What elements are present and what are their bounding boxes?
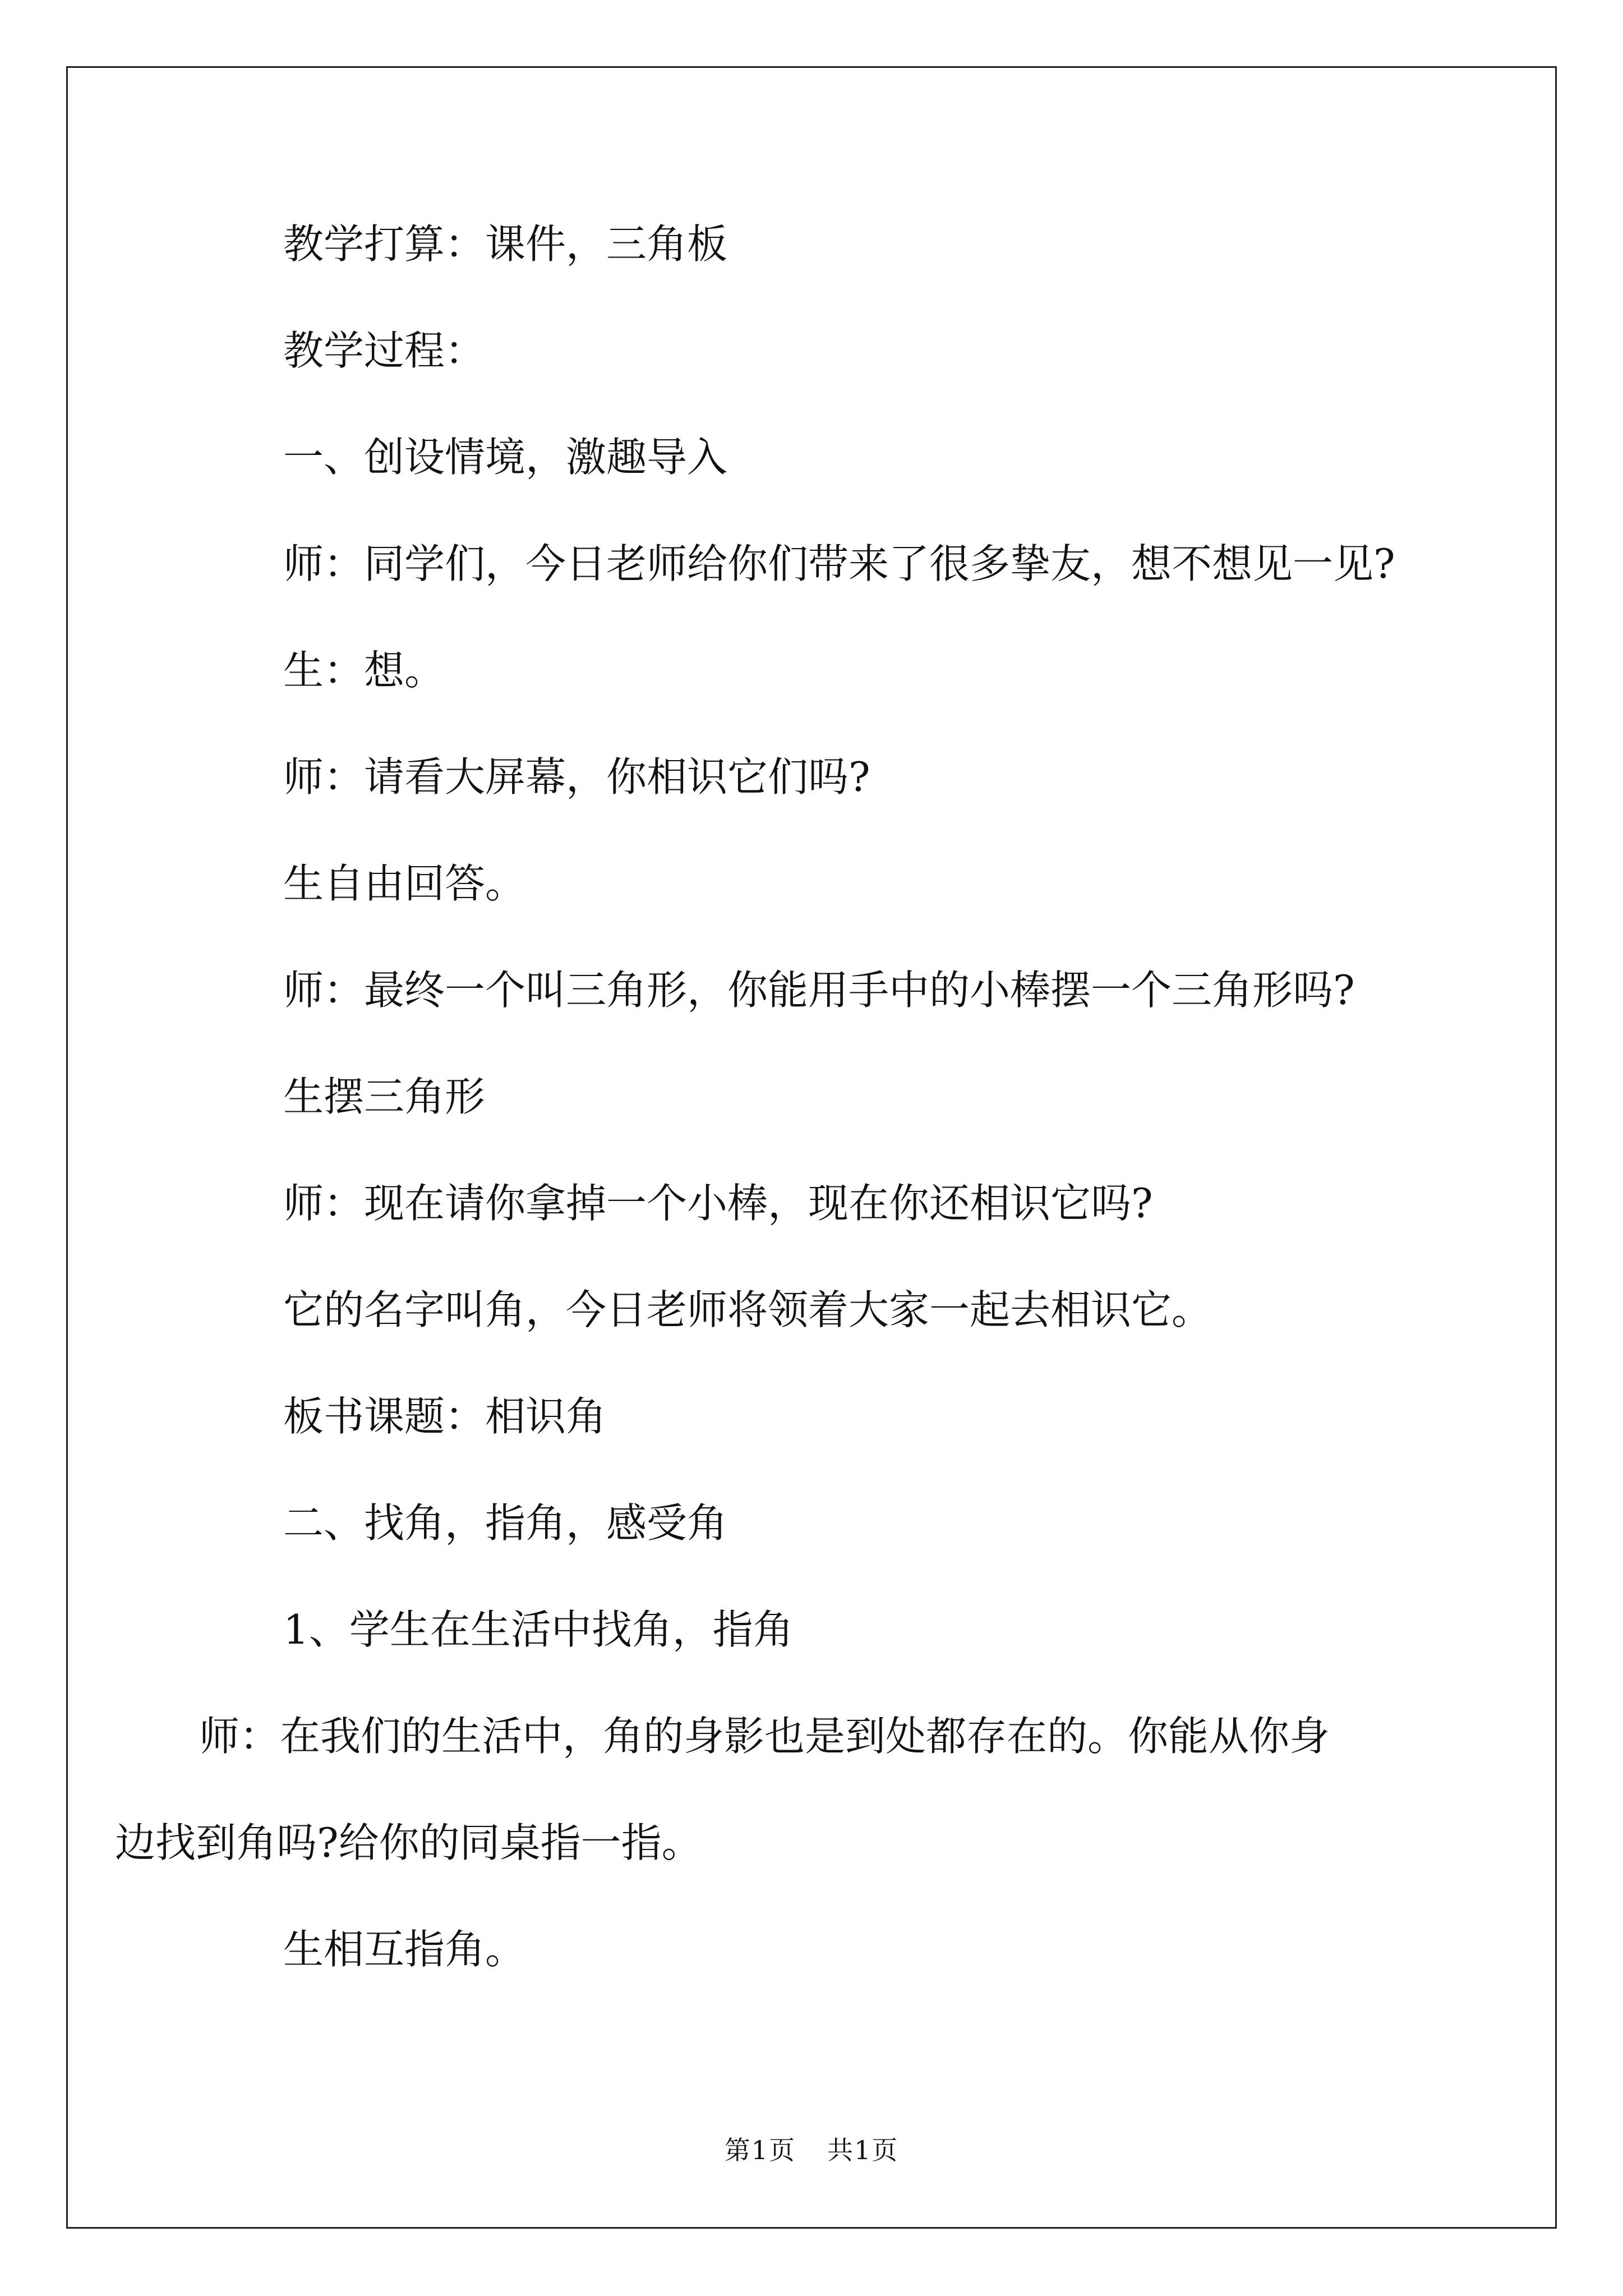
paragraph: 一、创设情境，激趣导入 [283, 434, 728, 481]
paragraph: 生摆三角形 [283, 1073, 486, 1120]
paragraph: 二、找角，指角，感受角 [283, 1499, 728, 1547]
paragraph: 1、学生在生活中找角，指角 [283, 1606, 794, 1653]
paragraph: 生相互指角。 [283, 1926, 526, 1973]
page-total: 共1页 [827, 2135, 899, 2165]
paragraph: 师：在我们的生活中，角的身影也是到处都存在的。你能从你身边找到角吗?给你的同桌指一指。 [115, 1713, 1330, 1866]
paragraph: 师：请看大屏幕，你相识它们吗? [283, 753, 870, 800]
paragraph: 师：现在请你拿掉一个小棒，现在你还相识它吗? [283, 1180, 1153, 1227]
page-number: 第1页 [724, 2135, 796, 2165]
document-body [115, 220, 1433, 2033]
paragraph: 师：最终一个叫三角形，你能用手中的小棒摆一个三角形吗? [283, 967, 1355, 1014]
paragraph: 师：同学们，今日老师给你们带来了很多挚友，想不想见一见? [283, 540, 1395, 587]
paragraph: 板书课题：相识角 [283, 1393, 607, 1440]
paragraph: 生：想。 [283, 647, 445, 694]
paragraph: 教学过程： [283, 327, 486, 374]
paragraph: 教学打算：课件，三角板 [283, 220, 728, 268]
page-footer [0, 2134, 1623, 2166]
paragraph: 生自由回答。 [283, 860, 526, 907]
paragraph: 它的名字叫角，今日老师将领着大家一起去相识它。 [283, 1286, 1212, 1333]
